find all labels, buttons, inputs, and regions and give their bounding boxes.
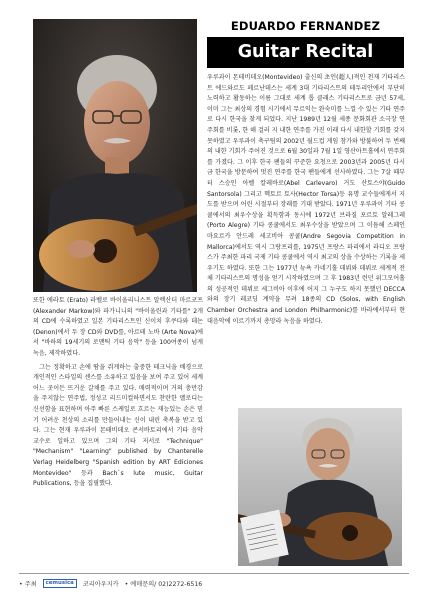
portrait-photo-bottom [238, 408, 402, 566]
footer-company: 코리아우지카 [82, 580, 119, 588]
footer-inquiry: • 예매문의/ 02)2272-6516 [124, 580, 203, 588]
biography-right-text: 우루과이 몬테비데오(Montevideo) 출신의 초인(超人)적인 천재 기타리스트 에드와르도 페르난데스는 세계 3대 기타리스트의 테두리안에서 부단히 노력하고 활동하는 이름 그대로 세계 톱 클래스 기타리스트로 금년 57세, 이미 그는 최상의 경험 시기에서 무르익는 완숙미를 느낄 수 있는 기타 연주로 다시 한국을 찾게 되었다. 지난 1989년 12월 세종 문화회관 소극장 연주회를 비롯, 한 해 걸러 지 내한 연주를 가진 이래 다시 내한할 기회를 갖지 못하였고 우루과이 축구팀의 2002년 월드컵 게임 참가와 방불하여 두 번째의 내한 기회가 주어진 것으로 6월 30일과 7월 1일 영산아트홀에서 연주회를 가졌다. 그 이후 한국 팬들의 꾸준한 요청으로 2003년과 2005년 다시금 한국을 방문하여 멋진 연주를 한국 팬들에게 선사하였다. 그는 7살 때부터 스승인 아벨 칼레바로(Abel Carlevaro) 거도 산토스야(Guido Santorsola) 그리고 헥토르 토사(Hector Torsa)등 유명 교수들에게서 지도를 받으며 어린 시절부터 장래를 기대 받았다. 1971년 우루과이 기타 콩쿨에서의 최우수상을 획득함과 동시에 1972년 브라질 포르토 알레그레(Porto Alegre) 기타 콩쿨에서도 최우수상을 받았으며 그 이듬해 스페인 마요르카 안드레 세고비아 콩쿨(Andre Segovia Competition in Mallorca)에서도 역시 그랑프리를, 1975년 프랑스 파리에서 라디오 프랑스가 주최한 파리 국제 기타 콩쿨에서 역시 최고의 상을 수상하는 기록을 세우기도 하였다. 또한 그는 1977년 뉴욕 카네기홀 데뷔와 데뷔로 세계적 전체 기타리스트의 명성을 얻기 시작하였으며 그 후 1983년 런던 위그모어홀의 성공적인 데뷔로 세그비아 이후에 어지 그 누구도 하지 못했던 DECCA와의 장기 레코딩 계약을 무려 18종의 CD (Solos, with English Chamber Orchestra and London Philharmonic)를 바라에서부터 현대음악에 이르기까지 총망라 녹음을 하였다. [207, 74, 405, 325]
sponsor-logo: cemusica [43, 579, 77, 588]
footer-host-label: • 주최 [19, 580, 37, 588]
biography-left [33, 296, 203, 490]
portrait-photo-top [33, 19, 197, 292]
biography-right [207, 73, 405, 327]
biography-left-para2: 그는 정확하고 손에 땀을 쥐게하는 출중한 테크닉을 배경으로 개인적인 스타일의 센스를 소유하고 있음을 보여 주고 있어 세계 어느 곳이든 뜨거운 갈채를 주고 있다. 매력적이며 거의 충만감을 주지않는 연주법, 정성고 리드미컬하면서도 찬란한 멜로디는 신선함을 표현하며 아주 빠른 스케일로 흐르는 재능있는 손은 믿기 어려운 천상의 소리를 만들어내는 신이 내린 축복을 받고 있다. 그는 현재 우루과이 몬테비데오 콘서바토리에서 기타 음악 교수로 일하고 있으며 그의 기타 저서로 "Technique" "Mechanism" "Learning" published by Chanterelle Verlag Heidelberg "Spanish edition by ART Ediciones Montevideo" 등과 Bach`s lute music, Guitar Publications, 등을 집필했다. [33, 363, 203, 488]
footer [19, 573, 409, 592]
recital-title: Guitar Recital [207, 37, 404, 68]
biography-left-para1: 또한 에라토 (Erato) 라벨로 바이올리니스트 알렉산더 마르코프 (Alexander Markow)와 파가니니의 "바이올린과 기타를" 2개의 CD에 수록하였고 일본 기타리스트인 신이치 후쿠다와 데논 (Denon)에서 두 장 CD와 DVD를, 아르테 노바 (Arte Nova)에서 "바하의 19세기의 로맨틱 기타 음악" 등을 100여종이 넘게 녹음, 제작하였다. [33, 297, 203, 357]
performer-name: EDUARDO FERNANDEZ [207, 16, 404, 37]
